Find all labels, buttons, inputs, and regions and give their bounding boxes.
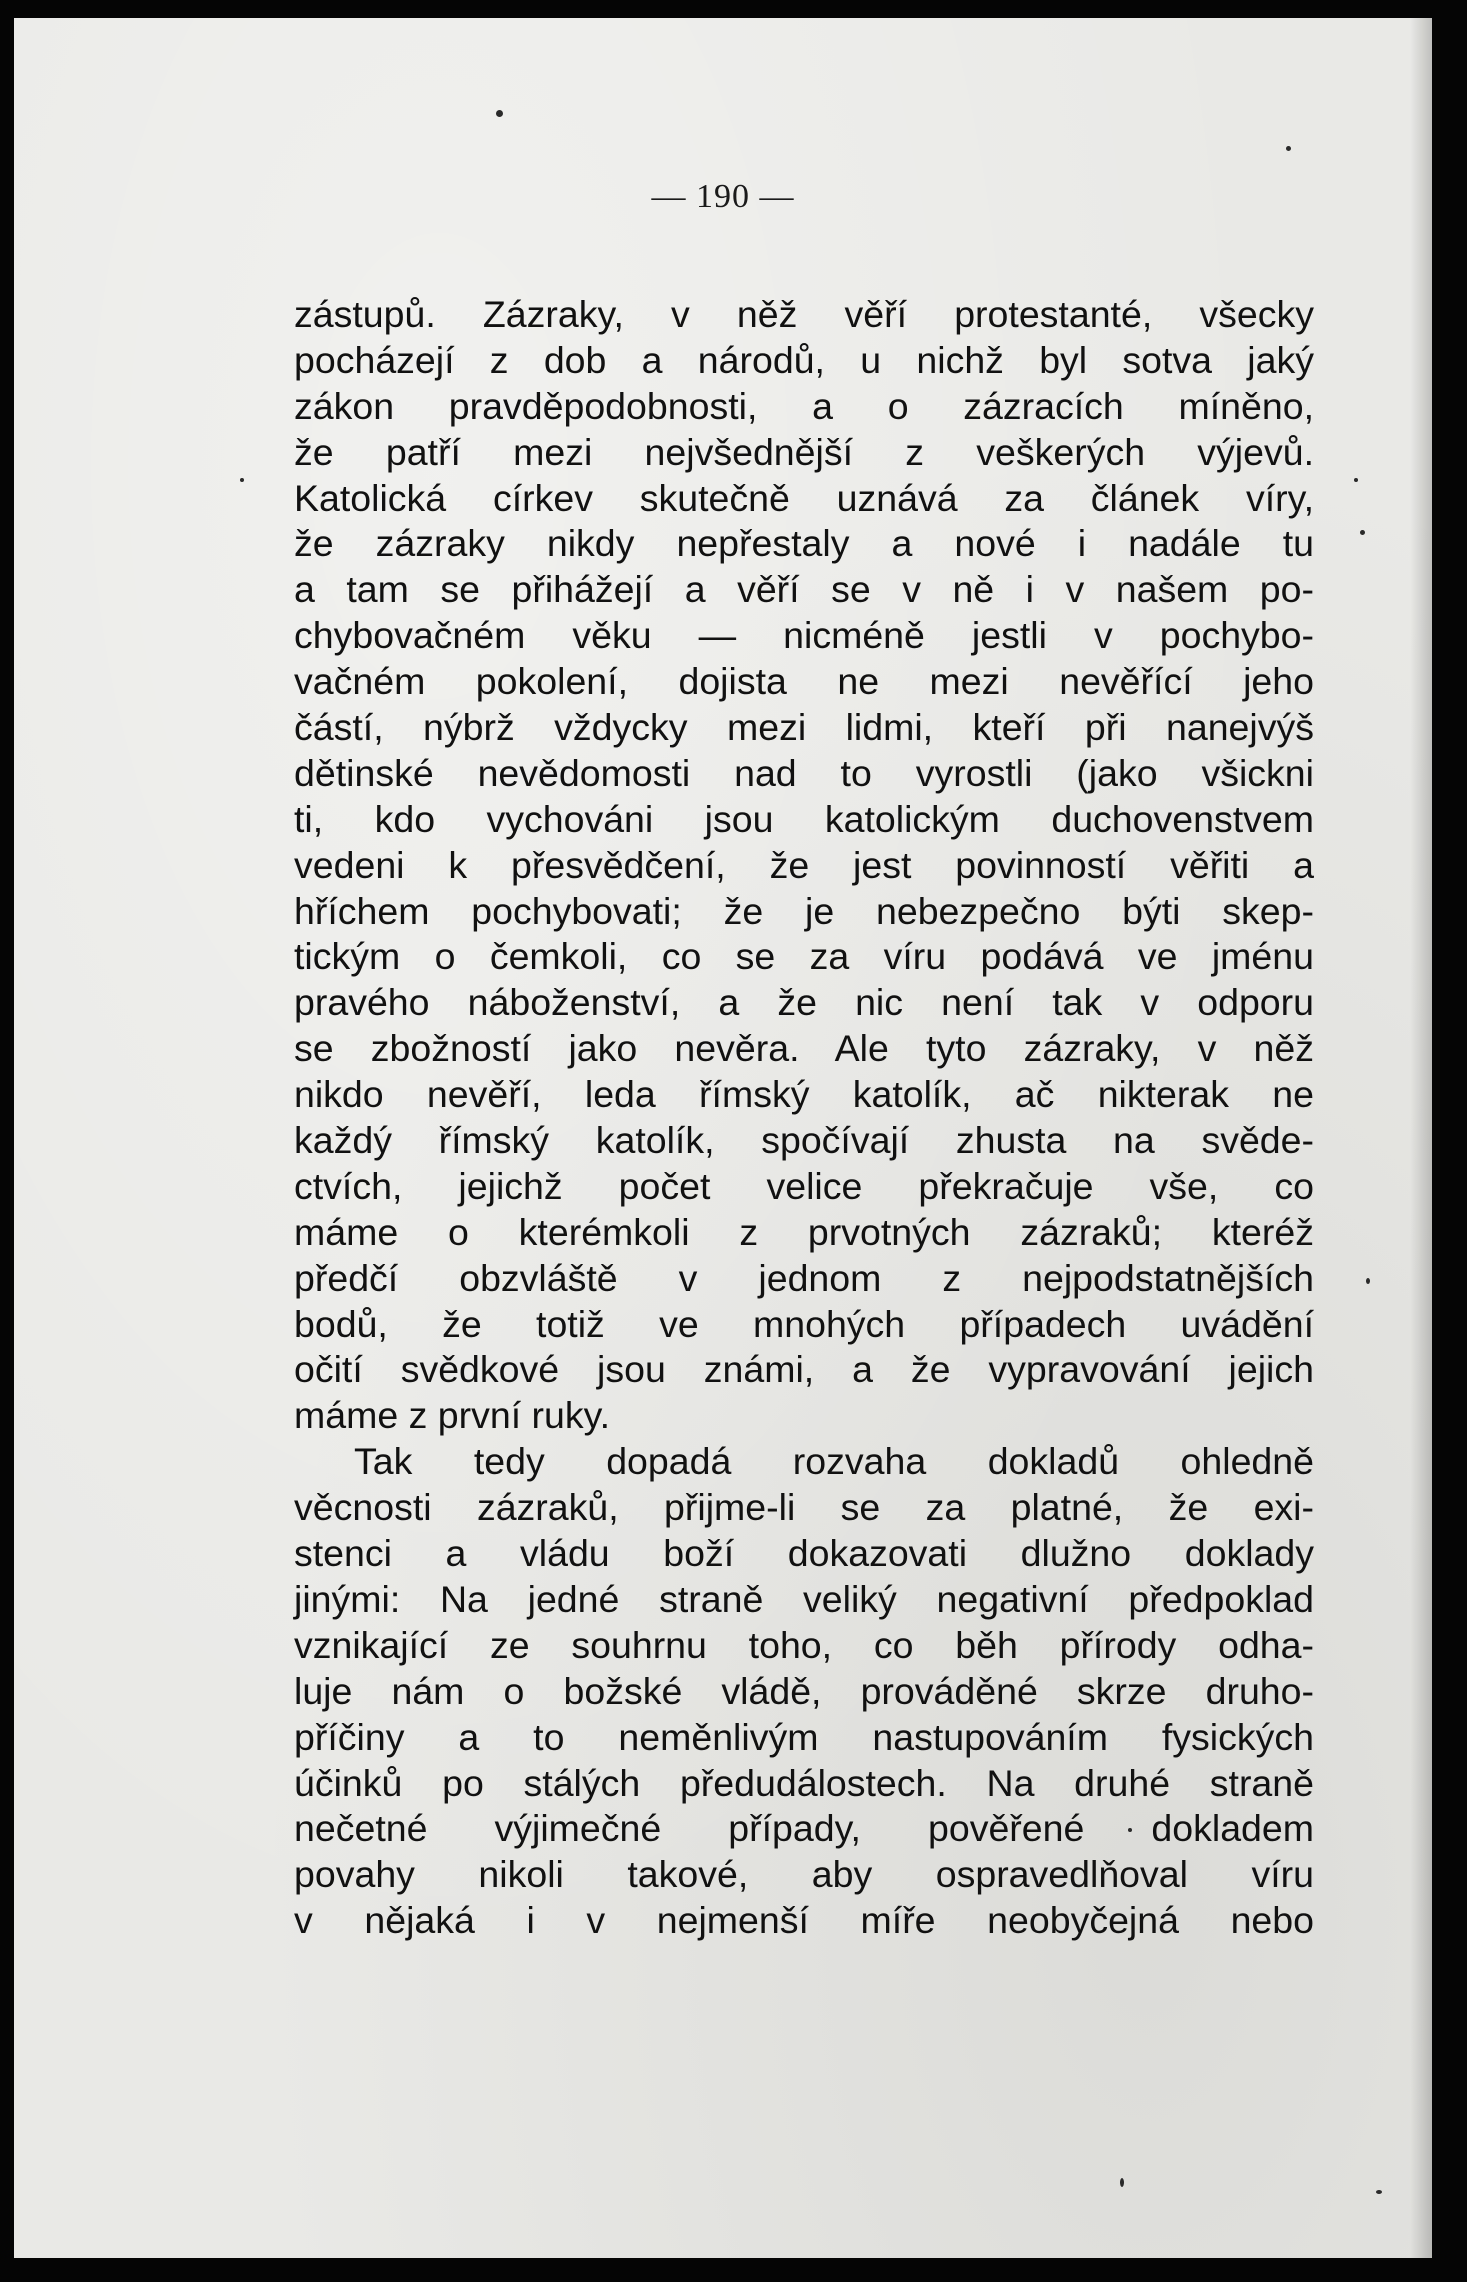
scan-speck [1120, 2178, 1124, 2187]
text-line: vznikající ze souhrnu toho, co běh přírody odha- [294, 1623, 1314, 1666]
scan-speck [1354, 478, 1358, 482]
text-line: dětinské nevědomosti nad to vyrostli (jako všickni [294, 751, 1314, 794]
text-line: bodů, že totiž ve mnohých případech uvádění [294, 1302, 1314, 1345]
text-line: věcnosti zázraků, přijme-li se za platné, že exi- [294, 1486, 1314, 1529]
text-line: že zázraky nikdy nepřestaly a nové i nadále tu [294, 522, 1314, 565]
scan-speck [1376, 2190, 1382, 2194]
text-line: částí, nýbrž vždycky mezi lidmi, kteří při nanejvýš [294, 706, 1314, 749]
text-line: účinků po stálých předudálostech. Na druhé straně [294, 1761, 1314, 1804]
text-line: v nějaká i v nejmenší míře neobyčejná nebo [294, 1899, 1314, 1942]
text-line: Tak tedy dopadá rozvaha dokladů ohledně [354, 1440, 1314, 1483]
text-line: nečetné výjimečné případy, pověřené dokladem [294, 1807, 1314, 1850]
scan-speck [1366, 1278, 1370, 1284]
text-line: že patří mezi nejvšednější z veškerých výjevů. [294, 430, 1314, 473]
text-line: očití svědkové jsou známi, a že vypravování jejich [294, 1348, 1314, 1391]
text-line: chybovačném věku — nicméně jestli v pochybo- [294, 614, 1314, 657]
scan-speck [240, 478, 244, 482]
book-page [14, 18, 1432, 2258]
text-line: každý římský katolík, spočívají zhusta na svěde- [294, 1119, 1314, 1162]
text-line: vedeni k přesvědčení, že jest povinností věřiti a [294, 843, 1314, 886]
page-edge-shadow [1410, 18, 1432, 2258]
text-line: a tam se přihážejí a věří se v ně i v našem po- [294, 568, 1314, 611]
text-line: povahy nikoli takové, aby ospravedlňoval víru [294, 1853, 1314, 1896]
text-line: pravého náboženství, a že nic není tak v odporu [294, 981, 1314, 1024]
text-line: tickým o čemkoli, co se za víru podává ve jménu [294, 935, 1314, 978]
text-line: zákon pravděpodobnosti, a o zázracích míněno, [294, 384, 1314, 427]
text-line: příčiny a to neměnlivým nastupováním fysických [294, 1715, 1314, 1758]
text-line: pocházejí z dob a národů, u nichž byl sotva jaký [294, 338, 1314, 381]
paragraph-2 [294, 1439, 1314, 1944]
text-line: nikdo nevěří, leda římský katolík, ač nikterak ne [294, 1073, 1314, 1116]
scan-speck [1286, 146, 1291, 151]
text-line: hříchem pochybovati; že je nebezpečno býti skep- [294, 889, 1314, 932]
text-line: Katolická církev skutečně uznává za článek víry, [294, 476, 1314, 519]
body-text [294, 292, 1314, 1944]
text-line: stenci a vládu boží dokazovati dlužno doklady [294, 1532, 1314, 1575]
page-number: — 190 — [651, 178, 795, 215]
scan-speck [496, 110, 503, 117]
text-line: zástupů. Zázraky, v něž věří protestanté, všecky [294, 293, 1314, 335]
text-line: máme o kterémkoli z prvotných zázraků; kteréž [294, 1210, 1314, 1253]
text-line: luje nám o božské vládě, prováděné skrze druho- [294, 1669, 1314, 1712]
text-line: ctvích, jejichž počet velice překračuje vše, co [294, 1164, 1314, 1207]
paragraph-1 [294, 292, 1314, 1439]
text-line: jinými: Na jedné straně veliký negativní předpoklad [294, 1577, 1314, 1620]
text-line: ti, kdo vychováni jsou katolickým duchovenstvem [294, 797, 1314, 840]
text-line: vačném pokolení, dojista ne mezi nevěřící jeho [294, 660, 1314, 703]
text-line: máme z první ruky. [294, 1394, 611, 1437]
scan-speck [1360, 530, 1365, 535]
text-line: předčí obzvláště v jednom z nejpodstatnějších [294, 1256, 1314, 1299]
text-line: se zbožností jako nevěra. Ale tyto zázraky, v něž [294, 1027, 1314, 1070]
